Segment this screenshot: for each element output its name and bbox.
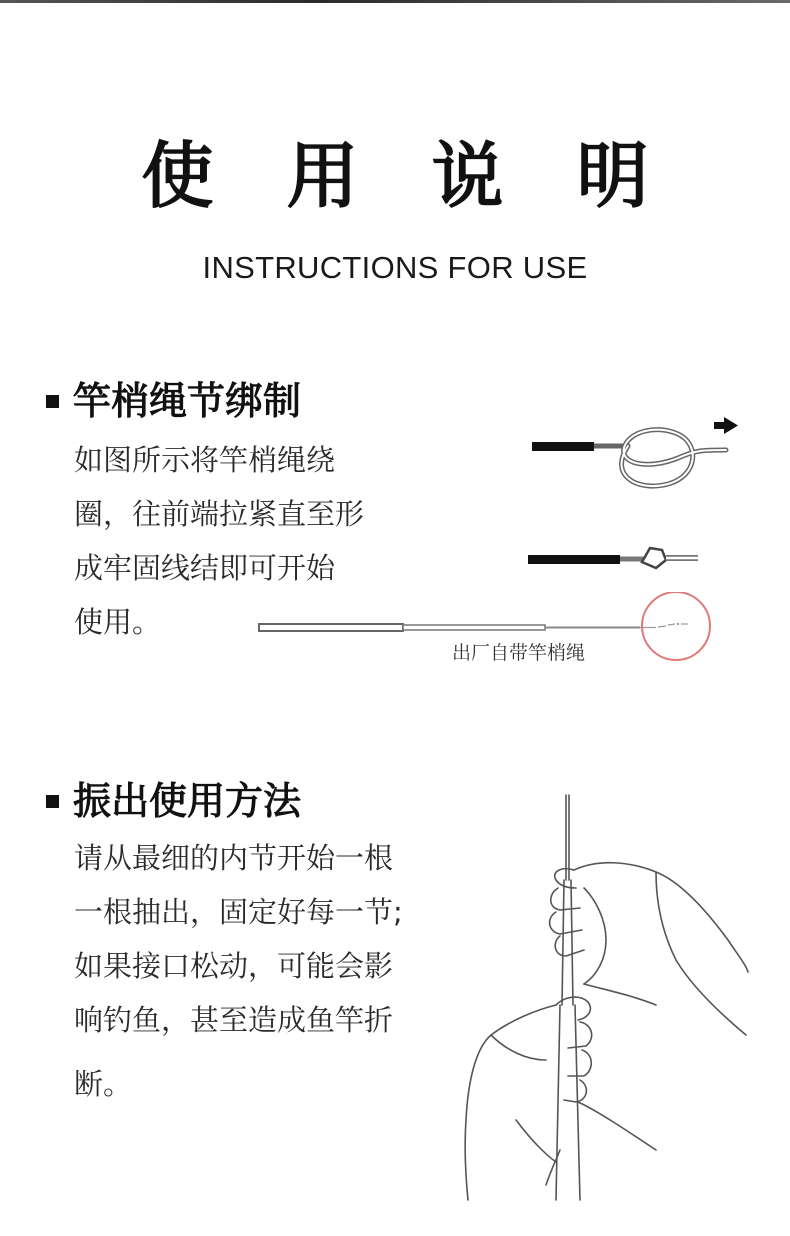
section-extend-text — [74, 831, 403, 1111]
text-line: 一根抽出，固定好每一节; — [74, 895, 403, 929]
text-line: 使用。 — [74, 605, 162, 639]
square-bullet-icon — [46, 395, 59, 408]
knot-tightened-illustration — [526, 540, 716, 576]
text-line: 圈，往前端拉紧直至形 — [74, 497, 365, 531]
text-line: 请从最细的内节开始一根 — [74, 841, 394, 875]
section-knot-title: 竿梢绳节绑制 — [73, 379, 302, 423]
highlight-circle — [642, 592, 710, 660]
arrow-right-icon — [714, 417, 738, 434]
knot-loop-illustration — [528, 414, 768, 494]
hands-extending-rod-illustration — [456, 790, 756, 1210]
page-title: 使 用 说 明 — [141, 134, 673, 218]
text-line: 响钓鱼，甚至造成鱼竿折 — [74, 1003, 394, 1037]
page-subtitle: INSTRUCTIONS FOR USE — [202, 250, 588, 285]
text-line: 如图所示将竿梢绳绕 — [74, 443, 336, 477]
square-bullet-icon — [46, 795, 59, 808]
top-border — [0, 0, 790, 3]
section-extend-heading — [46, 777, 301, 825]
text-line: 断。 — [74, 1067, 133, 1101]
section-knot-heading — [46, 377, 301, 425]
section-extend-title: 振出使用方法 — [73, 779, 302, 823]
text-line: 如果接口松动，可能会影 — [74, 949, 394, 983]
text-line: 成牢固线结即可开始 — [74, 551, 336, 585]
rod-caption: 出厂自带竿梢绳 — [452, 642, 586, 664]
